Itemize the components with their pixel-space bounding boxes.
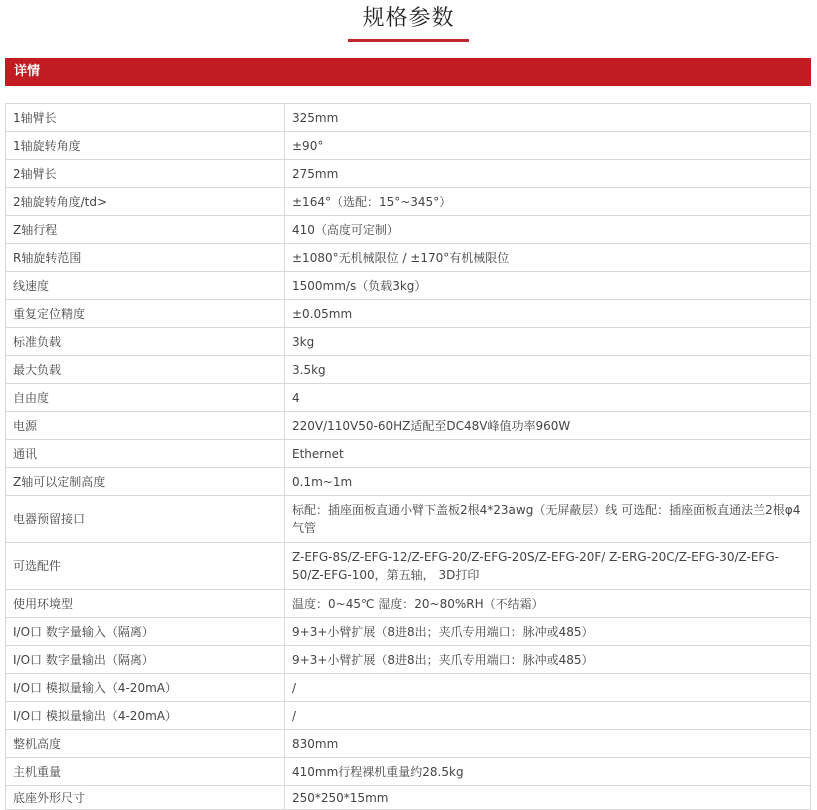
spec-value: 1500mm/s（负载3kg） <box>285 272 811 300</box>
spec-row <box>6 244 811 272</box>
spec-key: Z轴行程 <box>6 216 285 244</box>
spec-row <box>6 440 811 468</box>
spec-value: 3kg <box>285 328 811 356</box>
spec-value: 9+3+小臂扩展（8进8出；夹爪专用端口：脉冲或485） <box>285 646 811 674</box>
spec-value: Ethernet <box>285 440 811 468</box>
spec-key: 可选配件 <box>6 543 285 590</box>
section-label: 详情 <box>14 64 41 79</box>
spec-value: 标配：插座面板直通小臂下盖板2根4*23awg（无屏蔽层）线 可选配：插座面板直通法兰2根φ4气管 <box>285 496 811 543</box>
spec-table <box>5 103 811 810</box>
spec-value: ±1080°无机械限位 / ±170°有机械限位 <box>285 244 811 272</box>
spec-row <box>6 328 811 356</box>
spec-value: 250*250*15mm <box>285 786 811 810</box>
spec-value: Z-EFG-8S/Z-EFG-12/Z-EFG-20/Z-EFG-20S/Z-EFG-20F/ Z-ERG-20C/Z-EFG-30/Z-EFG-50/Z-EFG-100，第五轴， 3D打印 <box>285 543 811 590</box>
spec-row <box>6 216 811 244</box>
spec-key: I/O口 模拟量输出（4-20mA） <box>6 702 285 730</box>
spec-row <box>6 618 811 646</box>
spec-value: 3.5kg <box>285 356 811 384</box>
spec-key: I/O口 数字量输出（隔离） <box>6 646 285 674</box>
spec-row <box>6 132 811 160</box>
spec-row <box>6 496 811 543</box>
spec-value: 830mm <box>285 730 811 758</box>
page-header <box>0 0 817 44</box>
spec-value: / <box>285 702 811 730</box>
spec-value: 410（高度可定制） <box>285 216 811 244</box>
spec-key: 2轴旋转角度/td> <box>6 188 285 216</box>
spec-key: 2轴臂长 <box>6 160 285 188</box>
spec-value: ±0.05mm <box>285 300 811 328</box>
spec-key: 主机重量 <box>6 758 285 786</box>
spec-row <box>6 272 811 300</box>
spec-key: 标准负载 <box>6 328 285 356</box>
spec-value: ±164°（选配：15°~345°） <box>285 188 811 216</box>
spec-key: 通讯 <box>6 440 285 468</box>
spec-row <box>6 702 811 730</box>
spec-value: 温度：0~45℃ 湿度：20~80%RH（不结霜） <box>285 590 811 618</box>
spec-row <box>6 590 811 618</box>
spec-value: / <box>285 674 811 702</box>
spec-value: 220V/110V50-60HZ适配至DC48V峰值功率960W <box>285 412 811 440</box>
spec-key: 自由度 <box>6 384 285 412</box>
spec-value: 9+3+小臂扩展（8进8出；夹爪专用端口：脉冲或485） <box>285 618 811 646</box>
section-header-bar <box>5 58 811 86</box>
spec-value: 410mm行程裸机重量约28.5kg <box>285 758 811 786</box>
spec-row <box>6 543 811 590</box>
spec-row <box>6 356 811 384</box>
title-underline <box>348 39 469 42</box>
spec-value: 275mm <box>285 160 811 188</box>
spec-key: 1轴臂长 <box>6 104 285 132</box>
spec-row <box>6 412 811 440</box>
spec-value: 0.1m~1m <box>285 468 811 496</box>
spec-value: ±90° <box>285 132 811 160</box>
spec-key: I/O口 数字量输入（隔离） <box>6 618 285 646</box>
spec-key: 底座外形尺寸 <box>6 786 285 810</box>
spec-row <box>6 674 811 702</box>
page-title: 规格参数 <box>362 6 455 31</box>
spec-key: R轴旋转范围 <box>6 244 285 272</box>
spec-row <box>6 300 811 328</box>
spec-key: 1轴旋转角度 <box>6 132 285 160</box>
spec-key: 重复定位精度 <box>6 300 285 328</box>
spec-key: 最大负载 <box>6 356 285 384</box>
spec-row <box>6 468 811 496</box>
spec-row <box>6 384 811 412</box>
spec-row <box>6 160 811 188</box>
spec-value: 4 <box>285 384 811 412</box>
spec-key: Z轴可以定制高度 <box>6 468 285 496</box>
spec-key: 使用环境型 <box>6 590 285 618</box>
spec-key: I/O口 模拟量输入（4-20mA） <box>6 674 285 702</box>
spec-key: 电器预留接口 <box>6 496 285 543</box>
spec-key: 电源 <box>6 412 285 440</box>
spec-row <box>6 188 811 216</box>
spec-row <box>6 730 811 758</box>
spec-row <box>6 758 811 786</box>
spec-row <box>6 646 811 674</box>
spec-key: 整机高度 <box>6 730 285 758</box>
spec-row <box>6 104 811 132</box>
spec-value: 325mm <box>285 104 811 132</box>
spec-key: 线速度 <box>6 272 285 300</box>
